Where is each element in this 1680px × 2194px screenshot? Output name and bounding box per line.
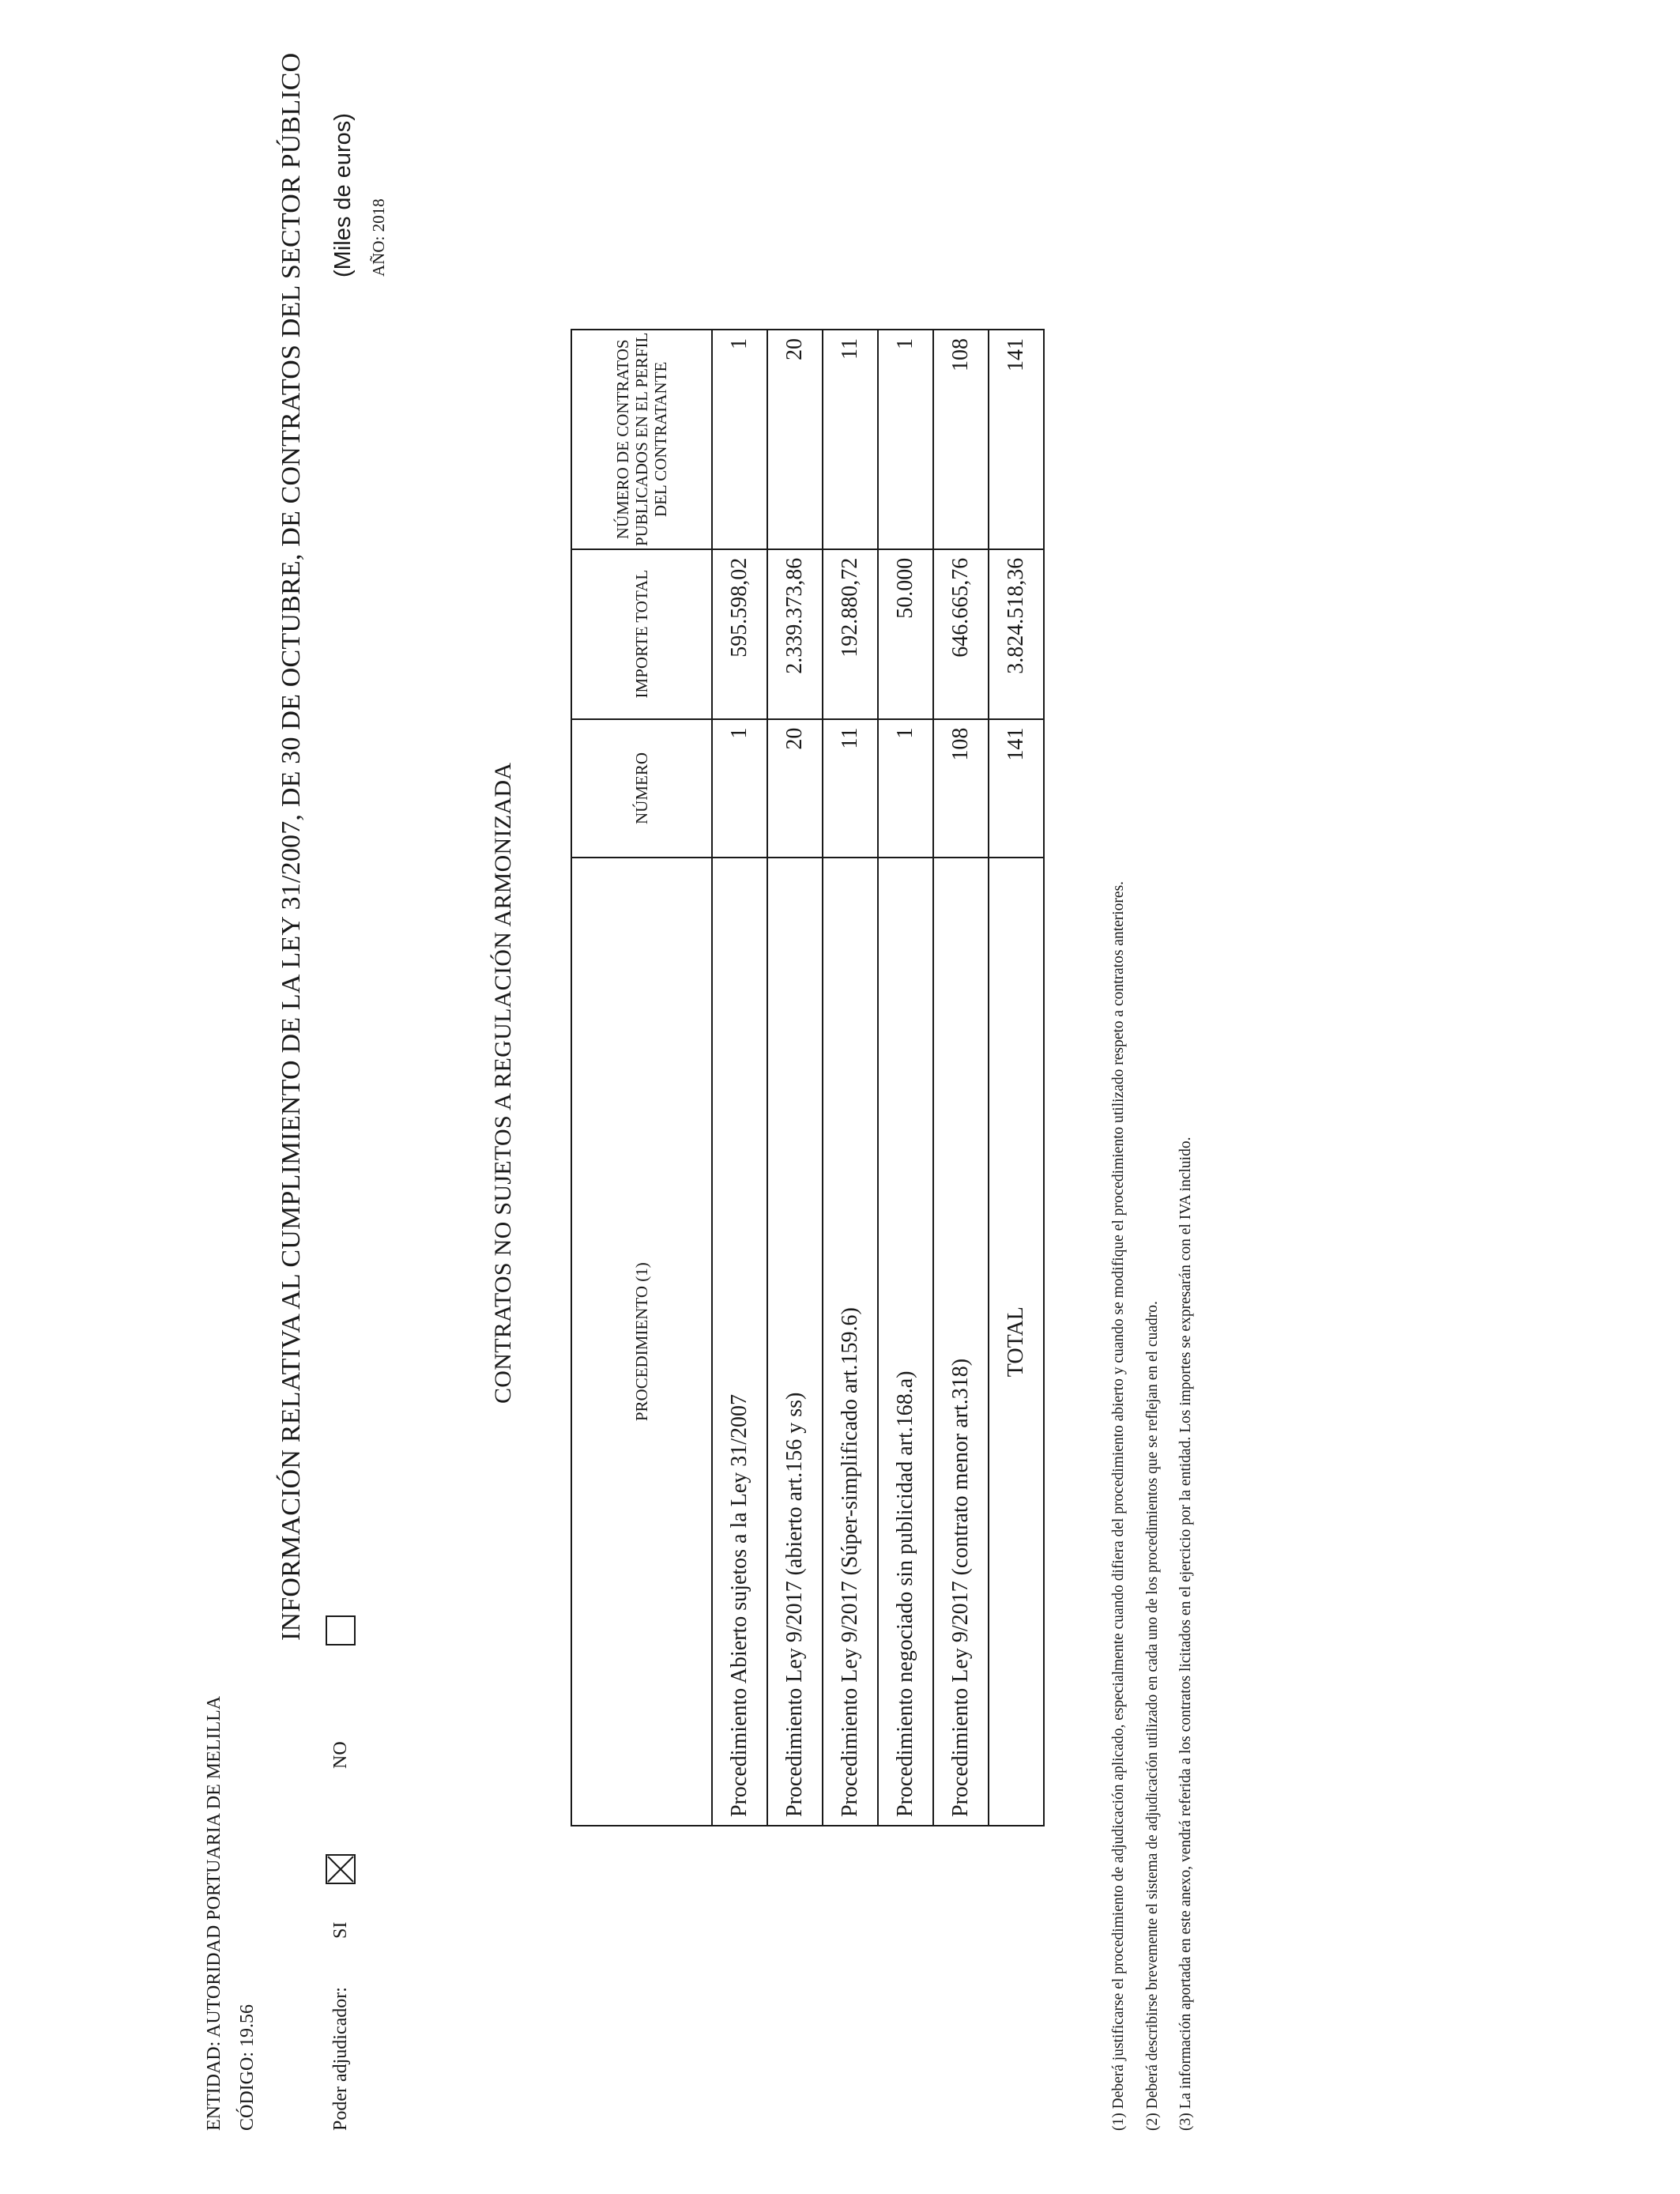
cell-importe: 595.598,02 bbox=[712, 549, 767, 719]
cell-publicados: 1 bbox=[712, 330, 767, 549]
units-label: (Miles de euros) bbox=[330, 113, 356, 277]
total-label: TOTAL bbox=[989, 858, 1044, 1826]
year-row bbox=[369, 198, 389, 277]
footnote-3: (3) La información aportada en este anexo, vendrá referida a los contratos licitados en el ejercicio por la entidad. Los importes se expresarán con el IVA incluido. bbox=[1177, 1137, 1194, 2131]
table-row bbox=[712, 330, 767, 1826]
entity-value: AUTORIDAD PORTUARIA DE MELILLA bbox=[204, 1695, 224, 2038]
code-row bbox=[237, 2004, 258, 2131]
year-label: AÑO: bbox=[369, 236, 388, 277]
total-publicados: 141 bbox=[989, 330, 1044, 549]
cell-importe: 646.665,76 bbox=[933, 549, 989, 719]
table-row bbox=[823, 330, 878, 1826]
cell-publicados: 11 bbox=[823, 330, 878, 549]
section-title: CONTRATOS NO SUJETOS A REGULACIÓN ARMONIZADA bbox=[490, 762, 516, 1404]
footnote-2: (2) Deberá describirse brevemente el sistema de adjudicación utilizado en cada uno de los procedimientos que se reflejan en el cuadro. bbox=[1144, 1301, 1161, 2131]
table-total-row bbox=[989, 330, 1044, 1826]
no-label: NO bbox=[330, 1741, 351, 1769]
cell-procedimiento: Procedimiento Abierto sujetos a la Ley 31/2007 bbox=[712, 858, 767, 1826]
checked-x-icon bbox=[327, 1856, 354, 1883]
header-publicados: NÚMERO DE CONTRATOS PUBLICADOS EN EL PERFIL DEL CONTRATANTE bbox=[571, 330, 712, 549]
header-importe: IMPORTE TOTAL bbox=[571, 549, 712, 719]
table-row bbox=[767, 330, 823, 1826]
cell-numero: 11 bbox=[823, 719, 878, 858]
cell-numero: 1 bbox=[878, 719, 933, 858]
poder-adjudicador-label: Poder adjudicador: bbox=[330, 1987, 351, 2131]
cell-importe: 2.339.373,86 bbox=[767, 549, 823, 719]
year-value: 2018 bbox=[369, 198, 388, 232]
cell-importe: 192.880,72 bbox=[823, 549, 878, 719]
cell-publicados: 1 bbox=[878, 330, 933, 549]
table-header-row bbox=[571, 330, 712, 1826]
cell-numero: 20 bbox=[767, 719, 823, 858]
cell-publicados: 20 bbox=[767, 330, 823, 549]
cell-procedimiento: Procedimiento negociado sin publicidad art.168.a) bbox=[878, 858, 933, 1826]
code-value: 19.56 bbox=[237, 2004, 258, 2047]
entity-label: ENTIDAD: bbox=[204, 2041, 224, 2131]
header-numero: NÚMERO bbox=[571, 719, 712, 858]
table-row bbox=[878, 330, 933, 1826]
footnote-1: (1) Deberá justificarse el procedimiento de adjudicación aplicado, especialmente cuando difiera del procedimiento abierto y cuando se modifique el procedimiento utilizado respeto a contratos anteriores. bbox=[1110, 880, 1127, 2131]
table-row bbox=[933, 330, 989, 1826]
cell-procedimiento: Procedimiento Ley 9/2017 (contrato menor art.318) bbox=[933, 858, 989, 1826]
si-label: SI bbox=[330, 1921, 351, 1939]
cell-procedimiento: Procedimiento Ley 9/2017 (Súper-simplificado art.159.6) bbox=[823, 858, 878, 1826]
contracts-table bbox=[571, 329, 1045, 1826]
header-procedimiento: PROCEDIMIENTO (1) bbox=[571, 858, 712, 1826]
total-numero: 141 bbox=[989, 719, 1044, 858]
no-checkbox[interactable] bbox=[326, 1615, 356, 1646]
code-label: CÓDIGO: bbox=[237, 2052, 258, 2131]
document-title: INFORMACIÓN RELATIVA AL CUMPLIMIENTO DE LA LEY 31/2007, DE 30 DE OCTUBRE, DE CONTRATOS DEL SECTOR PÚBLICO bbox=[277, 52, 306, 1641]
cell-numero: 1 bbox=[712, 719, 767, 858]
si-checkbox[interactable] bbox=[326, 1854, 356, 1884]
cell-publicados: 108 bbox=[933, 330, 989, 549]
entity-row bbox=[204, 1696, 225, 2131]
cell-procedimiento: Procedimiento Ley 9/2017 (abierto art.156 y ss) bbox=[767, 858, 823, 1826]
cell-numero: 108 bbox=[933, 719, 989, 858]
cell-importe: 50.000 bbox=[878, 549, 933, 719]
total-importe: 3.824.518,36 bbox=[989, 549, 1044, 719]
